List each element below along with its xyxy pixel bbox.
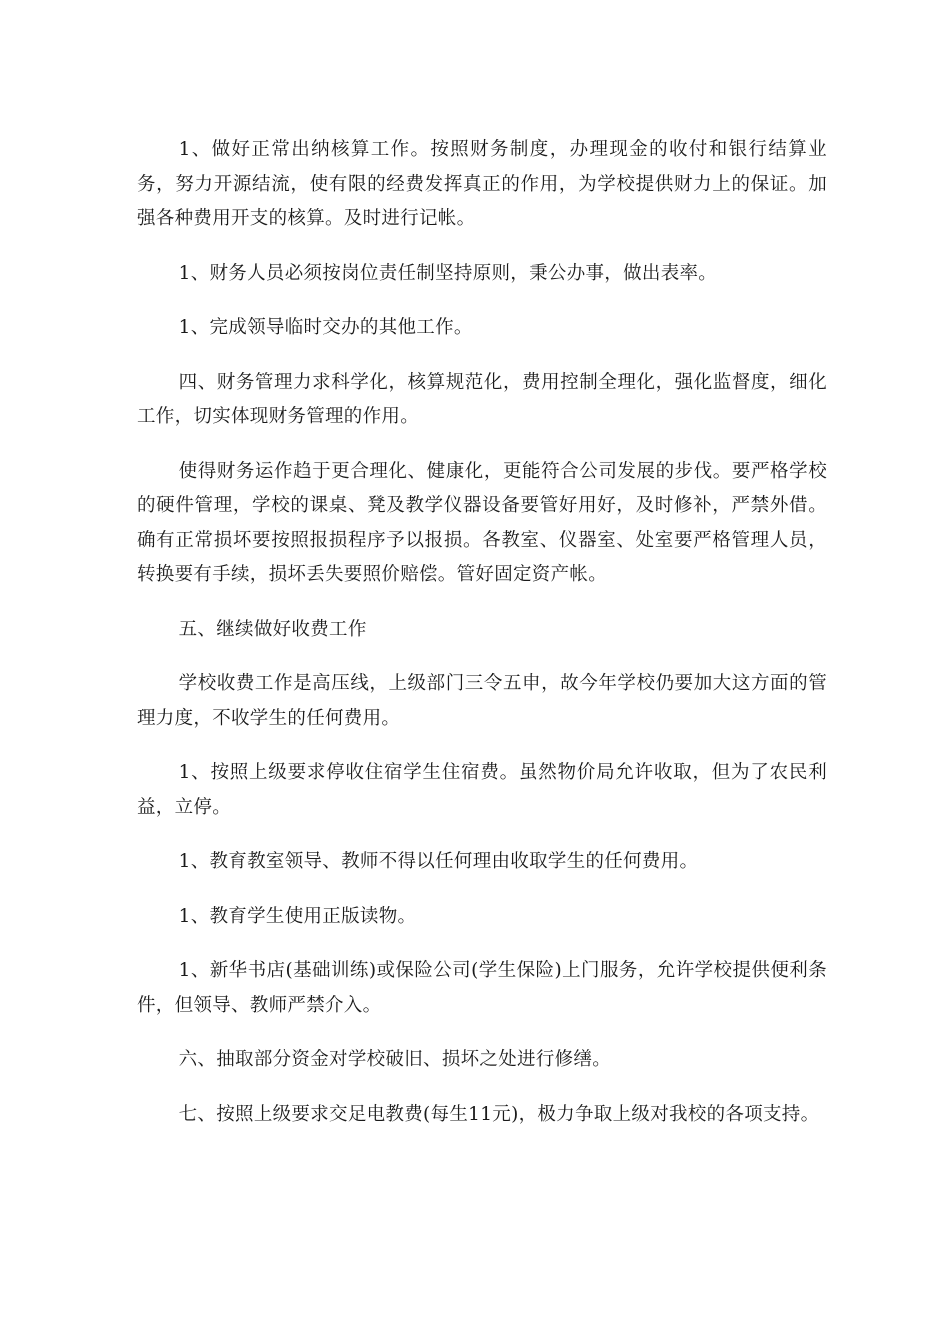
paragraph-4: 四、财务管理力求科学化，核算规范化，费用控制全理化，强化监督度，细化工作，切实体现财务管理的作用。: [137, 371, 827, 427]
paragraph-9: 1、教育教室领导、教师不得以任何理由收取学生的任何费用。: [178, 851, 699, 872]
paragraph-13: 七、按照上级要求交足电教费(每生11元)，极力争取上级对我校的各项支持。: [178, 1103, 820, 1125]
paragraph-11: 1、新华书店(基础训练)或保险公司(学生保险)上门服务，允许学校提供便利条件，但领导、教师严禁介入。: [137, 960, 827, 1016]
paragraph-12: 六、抽取部分资金对学校破旧、损坏之处进行修缮。: [178, 1049, 612, 1070]
paragraph-10: 1、教育学生使用正版读物。: [178, 905, 417, 927]
paragraph-5: 使得财务运作趋于更合理化、健康化，更能符合公司发展的步伐。要严格学校的硬件管理，学校的课桌、凳及教学仪器设备要管好用好，及时修补，严禁外借。确有正常损坏要按照报损程序予以报损。各教室、仪器室、处室要严格管理人员，转换要有手续，损坏丢失要照价赔偿。管好固定资产帐。: [137, 460, 827, 585]
paragraph-2: 1、财务人员必须按岗位责任制坚持原则，秉公办事，做出表率。: [178, 262, 718, 284]
paragraph-8: 1、按照上级要求停收住宿学生住宿费。虽然物价局允许收取，但为了农民利益，立停。: [137, 762, 827, 818]
paragraph-7: 学校收费工作是高压线，上级部门三令五申，故今年学校仍要加大这方面的管理力度，不收学生的任何费用。: [137, 673, 827, 729]
paragraph-3: 1、完成领导临时交办的其他工作。: [178, 317, 473, 338]
document-body: [137, 133, 827, 1152]
section-heading-5: 五、继续做好收费工作: [178, 618, 367, 640]
paragraph-1: 1、做好正常出纳核算工作。按照财务制度，办理现金的收付和银行结算业务，努力开源结流，使有限的经费发挥真正的作用，为学校提供财力上的保证。加强各种费用开支的核算。及时进行记帐。: [137, 139, 827, 229]
